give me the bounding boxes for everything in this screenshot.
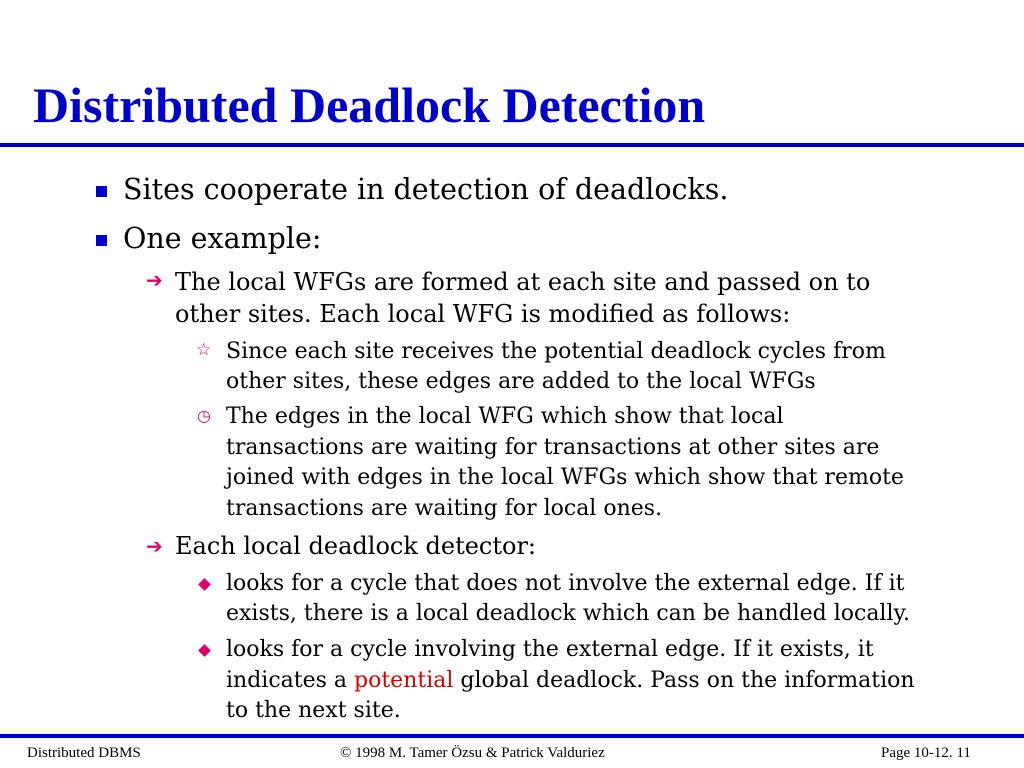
bullet-text-line: looks for a cycle that does not involve the external edge. If it bbox=[226, 571, 905, 596]
bullet-text-line: transactions are waiting for transactions at other sites are bbox=[226, 434, 880, 460]
text-fragment: global deadlock. Pass on the information bbox=[453, 667, 915, 693]
star-icon: ☆ bbox=[196, 340, 212, 360]
highlight-potential: potential bbox=[354, 667, 454, 693]
bullet-text-line: to the next site. bbox=[226, 698, 401, 723]
bullet-text-line: other sites. Each local WFG is modified as follows: bbox=[175, 300, 791, 328]
bullet-text-line: exists, there is a local deadlock which can be handled locally. bbox=[226, 601, 911, 626]
arrow-right-icon: ➔ bbox=[146, 268, 163, 292]
bullet-text-line: joined with edges in the local WFGs which show that remote bbox=[226, 465, 904, 490]
bullet-text-line: The local WFGs are formed at each site and passed on to bbox=[175, 268, 871, 296]
bullet-text-line: The edges in the local WFG which show that local bbox=[226, 404, 784, 429]
bullet-sites-cooperate: Sites cooperate in detection of deadlocks. bbox=[123, 173, 729, 206]
arrow-right-icon: ➔ bbox=[146, 534, 163, 558]
footer-page-number: Page 10-12. 11 bbox=[881, 745, 971, 761]
text-fragment: indicates a bbox=[226, 667, 355, 693]
title-divider bbox=[0, 143, 1024, 147]
bullet-one-example: One example: bbox=[123, 222, 322, 255]
bullet-text-line: other sites, these edges are added to the local WFGs bbox=[226, 369, 816, 394]
bullet-text-line: transactions are waiting for local ones. bbox=[226, 495, 663, 521]
square-bullet-icon bbox=[96, 186, 107, 197]
diamond-icon bbox=[198, 578, 211, 591]
bullet-local-cycle bbox=[226, 569, 910, 629]
bullet-local-wfgs bbox=[175, 266, 870, 330]
footer-course: Distributed DBMS bbox=[27, 745, 141, 761]
bullet-external-cycle bbox=[226, 635, 915, 727]
slide-title: Distributed Deadlock Detection bbox=[33, 77, 706, 133]
square-bullet-icon bbox=[96, 235, 107, 246]
footer-divider bbox=[0, 734, 1024, 738]
clock-icon: ◷ bbox=[197, 406, 211, 425]
footer-copyright: © 1998 M. Tamer Özsu & Patrick Valduriez bbox=[340, 745, 605, 761]
bullet-text-line: Since each site receives the potential deadlock cycles from bbox=[226, 339, 886, 364]
bullet-potential-cycles bbox=[226, 337, 886, 397]
bullet-text-line bbox=[226, 666, 915, 697]
bullet-local-detector: Each local deadlock detector: bbox=[175, 532, 537, 560]
bullet-text-line: looks for a cycle involving the external edge. If it exists, it bbox=[226, 637, 874, 662]
diamond-icon bbox=[198, 644, 211, 657]
bullet-edges-joined bbox=[226, 402, 904, 524]
